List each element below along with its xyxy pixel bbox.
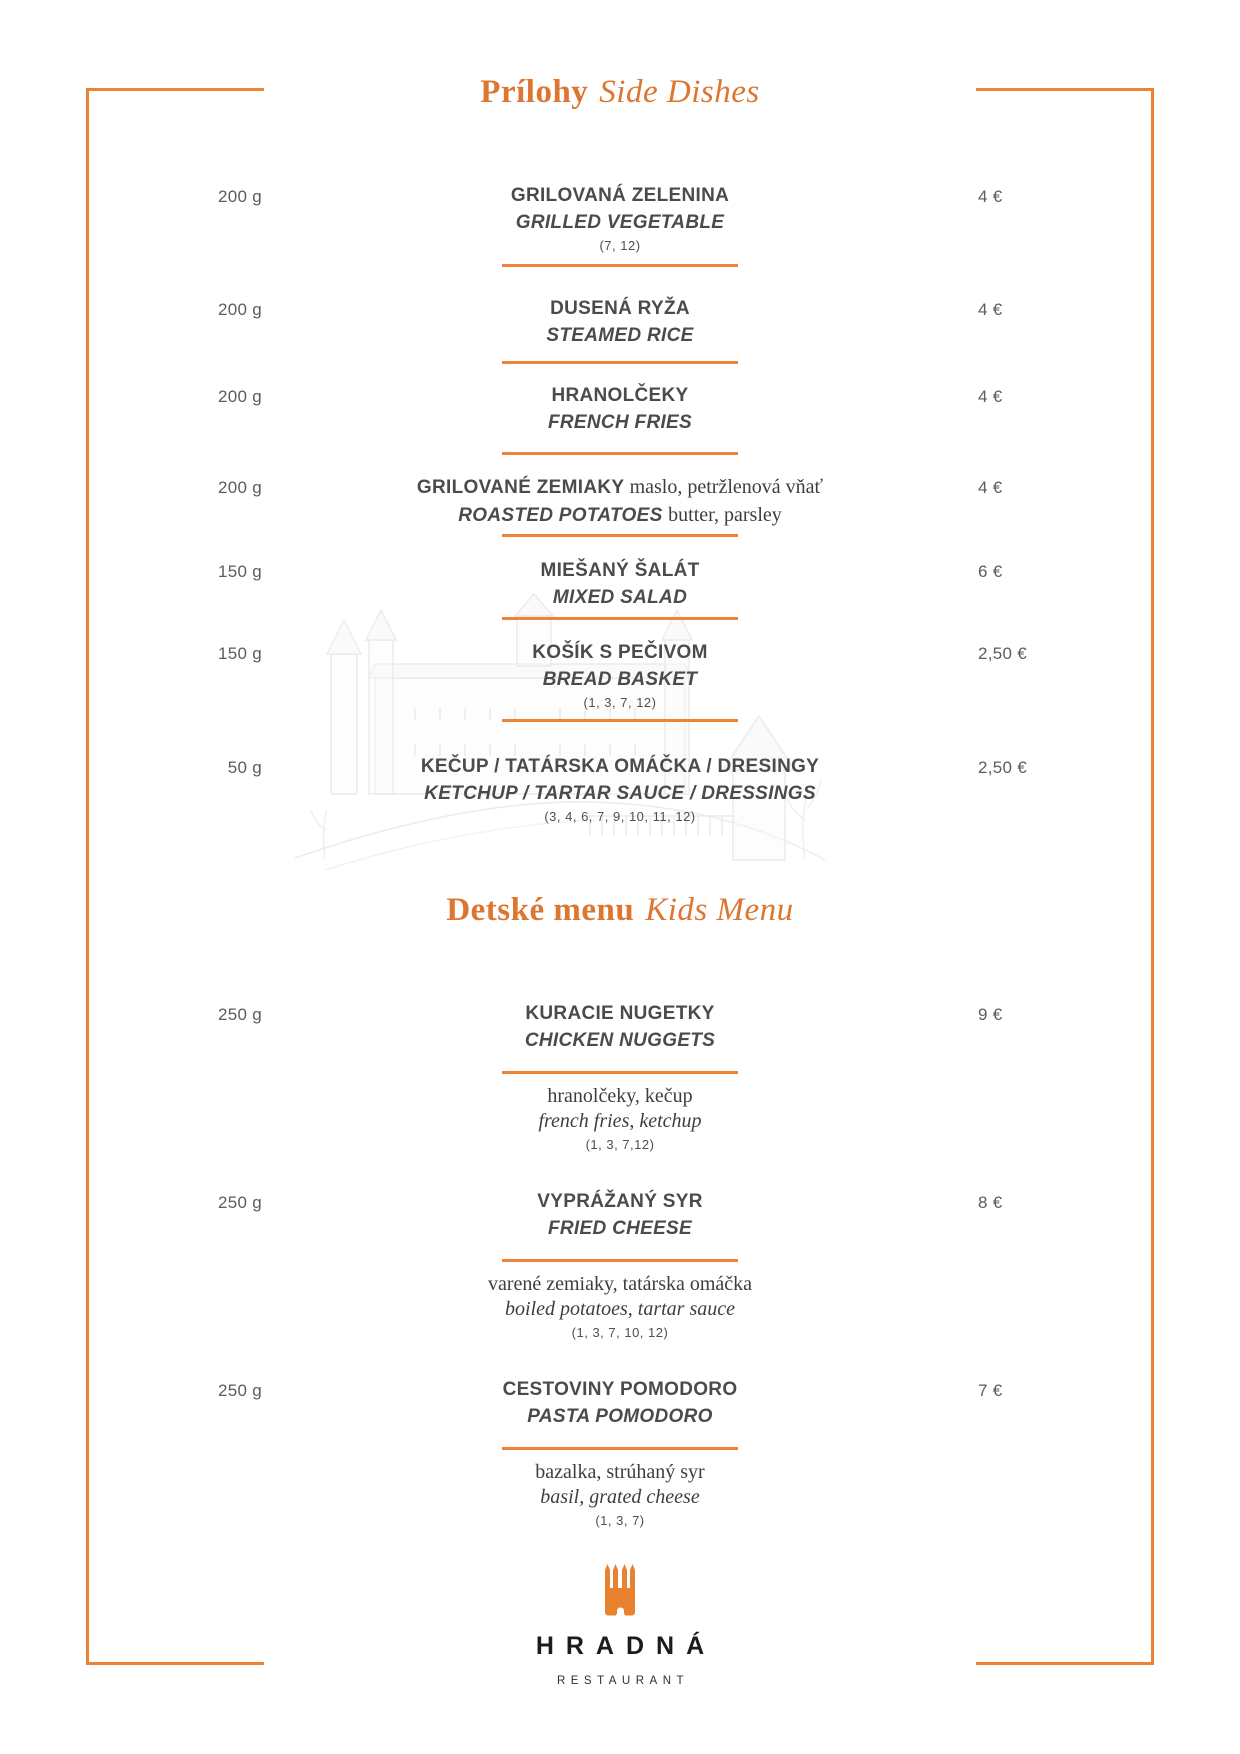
item-weight: 200 g — [217, 387, 262, 406]
item-description — [0, 1086, 1240, 1152]
item-price: 6 € — [978, 562, 1003, 581]
item-name-sk: VYPRÁŽANÝ SYR — [537, 1191, 703, 1212]
menu-item-kosik-s-pecivom — [0, 643, 1240, 710]
item-weight: 200 g — [217, 187, 262, 206]
item-price: 9 € — [978, 1005, 1003, 1024]
item-weight: 200 g — [217, 478, 262, 497]
item-allergens: (3, 4, 6, 7, 9, 10, 11, 12) — [544, 809, 696, 824]
castle-fork-icon — [603, 1562, 637, 1618]
item-name-sk: KEČUP / TATÁRSKA OMÁČKA / DRESINGY — [420, 756, 820, 777]
item-price: 8 € — [978, 1193, 1003, 1212]
item-name-sk: CESTOVINY POMODORO — [502, 1379, 738, 1400]
item-weight: 50 g — [227, 758, 262, 777]
section-title-en: Kids Menu — [645, 892, 794, 928]
item-name-en: PASTA POMODORO — [527, 1406, 713, 1427]
section-title-sk: Prílohy — [480, 74, 589, 110]
item-price: 2,50 € — [978, 644, 1028, 663]
item-divider — [502, 1259, 738, 1262]
section-title-side-dishes — [0, 76, 1240, 109]
item-price: 4 € — [978, 478, 1003, 497]
restaurant-name: HRADNÁ — [535, 1632, 717, 1660]
item-name-en: FRIED CHEESE — [547, 1218, 692, 1239]
menu-item-vyprazany-syr — [0, 1192, 1240, 1238]
item-desc-en: french fries, ketchup — [538, 1110, 702, 1132]
item-divider — [502, 452, 738, 455]
item-desc-en: basil, grated cheese — [540, 1486, 700, 1508]
item-weight: 250 g — [217, 1381, 262, 1400]
item-price: 7 € — [978, 1381, 1003, 1400]
item-weight: 150 g — [217, 562, 262, 581]
item-weight: 250 g — [217, 1193, 262, 1212]
menu-item-dusena-ryza — [0, 299, 1240, 345]
item-divider — [502, 1071, 738, 1074]
item-divider — [502, 534, 738, 537]
item-divider — [502, 361, 738, 364]
section-title-sk: Detské menu — [446, 892, 635, 928]
item-extra-sk: maslo, petržlenová vňať — [629, 476, 824, 498]
item-weight: 150 g — [217, 644, 262, 663]
menu-item-kecup-dresingy — [0, 757, 1240, 824]
menu-item-miesany-salat — [0, 561, 1240, 607]
frame-bottom-left-segment — [86, 1662, 264, 1665]
item-price: 4 € — [978, 300, 1003, 319]
item-name-en: CHICKEN NUGGETS — [524, 1030, 716, 1051]
item-divider — [502, 1447, 738, 1450]
item-allergens: (1, 3, 7, 10, 12) — [571, 1325, 669, 1340]
item-name-en: MIXED SALAD — [552, 587, 688, 608]
item-price: 4 € — [978, 387, 1003, 406]
item-divider — [502, 719, 738, 722]
item-description — [0, 1274, 1240, 1340]
item-extra-en: butter, parsley — [668, 504, 782, 526]
menu-item-grilovana-zelenina — [0, 186, 1240, 253]
castle-watermark — [265, 558, 835, 908]
item-name-sk: MIEŠANÝ ŠALÁT — [540, 560, 700, 581]
frame-bottom-right-segment — [976, 1662, 1154, 1665]
menu-item-hranolceky — [0, 386, 1240, 432]
item-desc-sk: hranolčeky, kečup — [547, 1085, 693, 1107]
item-name-sk: HRANOLČEKY — [551, 385, 689, 406]
item-price: 4 € — [978, 187, 1003, 206]
section-title-en: Side Dishes — [599, 74, 760, 110]
item-allergens: (1, 3, 7,12) — [585, 1137, 655, 1152]
item-name-en: BREAD BASKET — [542, 669, 698, 690]
item-desc-sk: bazalka, strúhaný syr — [535, 1461, 705, 1483]
item-name-sk: GRILOVANÁ ZELENINA — [510, 185, 730, 206]
item-weight: 200 g — [217, 300, 262, 319]
item-divider — [502, 617, 738, 620]
item-name-sk: GRILOVANÉ ZEMIAKY — [416, 477, 624, 498]
section-title-kids-menu — [0, 894, 1240, 927]
item-name-en: KETCHUP / TARTAR SAUCE / DRESSINGS — [424, 783, 816, 804]
restaurant-subtitle: RESTAURANT — [556, 1675, 690, 1687]
menu-item-kuracie-nugetky — [0, 1004, 1240, 1050]
item-name-en: ROASTED POTATOES — [458, 505, 663, 526]
item-price: 2,50 € — [978, 758, 1028, 777]
item-name-sk: KOŠÍK S PEČIVOM — [532, 642, 708, 663]
item-allergens: (7, 12) — [599, 238, 641, 253]
item-desc-sk: varené zemiaky, tatárska omáčka — [487, 1273, 753, 1295]
item-name-en: GRILLED VEGETABLE — [515, 212, 725, 233]
item-name-sk: DUSENÁ RYŽA — [550, 298, 690, 319]
item-weight: 250 g — [217, 1005, 262, 1024]
menu-item-cestoviny-pomodoro — [0, 1380, 1240, 1426]
item-name-sk: KURACIE NUGETKY — [525, 1003, 715, 1024]
menu-item-grilovane-zemiaky — [0, 477, 1240, 525]
item-description — [0, 1462, 1240, 1528]
item-name-en: STEAMED RICE — [546, 325, 694, 346]
item-allergens: (1, 3, 7, 12) — [583, 695, 657, 710]
item-divider — [502, 264, 738, 267]
item-desc-en: boiled potatoes, tartar sauce — [505, 1298, 735, 1320]
item-name-en: FRENCH FRIES — [548, 412, 692, 433]
item-allergens: (1, 3, 7) — [595, 1513, 645, 1528]
